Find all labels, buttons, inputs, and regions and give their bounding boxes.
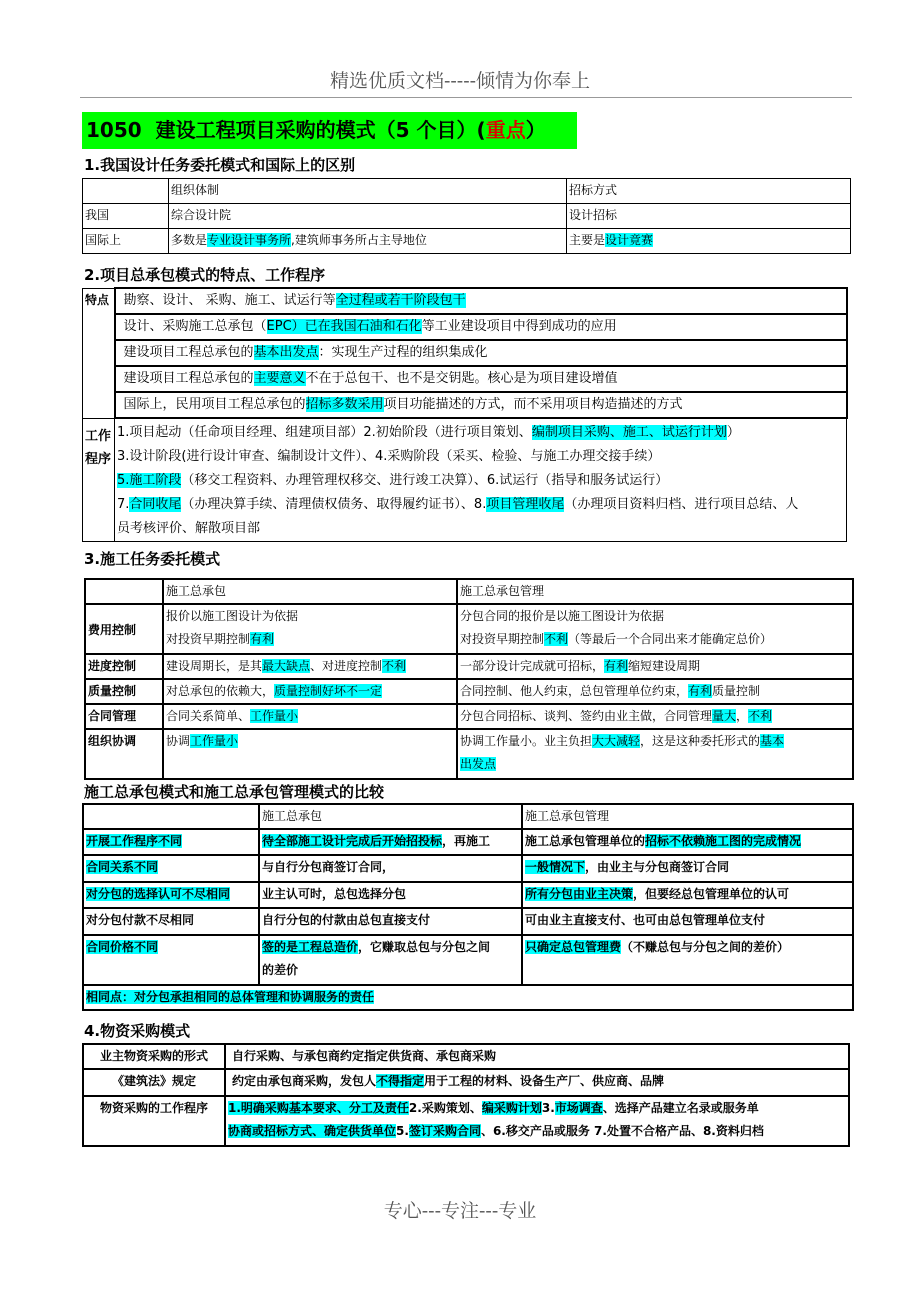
- s4-cell: 业主认可时，总包选择分包: [259, 882, 522, 908]
- proc-line: [117, 493, 844, 517]
- s3-cell: [163, 654, 457, 679]
- s1-col-org: 组织体制: [169, 179, 567, 204]
- highlight: 基本: [760, 734, 785, 748]
- s1-col-bid: 招标方式: [567, 179, 851, 204]
- highlight: 招标多数采用: [305, 397, 384, 412]
- s2-proc-label: [83, 418, 115, 542]
- table-row: [83, 985, 853, 1010]
- highlight: 不利: [748, 709, 773, 723]
- table-row: [83, 314, 847, 340]
- s3-cell: [163, 604, 457, 654]
- s3-cell: [457, 604, 853, 654]
- s4-heading: 施工总承包模式和施工总承包管理模式的比较: [84, 783, 385, 801]
- s3-cell: [163, 704, 457, 729]
- s5-table: [82, 1043, 850, 1147]
- highlight: 有利: [604, 659, 629, 673]
- s3-cell: [457, 679, 853, 704]
- table-row: [83, 392, 847, 418]
- header-divider: [80, 97, 852, 98]
- highlight: 不利: [544, 632, 569, 646]
- proc-line: 员考核评价、解散项目部: [117, 521, 261, 536]
- highlight: 合同关系不同: [86, 860, 159, 874]
- highlight: 工作量小: [250, 709, 299, 723]
- section-title: [82, 112, 577, 149]
- table-row: [83, 229, 851, 254]
- table-row: [83, 418, 847, 542]
- s5-cell: 自行采购、与承包商约定指定供货商、承包商采购: [225, 1044, 849, 1069]
- highlight: 一般情况下: [525, 860, 586, 874]
- s2-table: [82, 287, 848, 542]
- text: ，由业主与分包商签订合同: [585, 860, 730, 874]
- s4-cell: 与自行分包商签订合同，: [259, 855, 522, 882]
- text: 建设周期长，是其: [166, 659, 263, 673]
- table-row: [85, 729, 853, 779]
- highlight: 专业设计事务所: [207, 233, 292, 247]
- s3-cell: [457, 704, 853, 729]
- s1-cell: [567, 229, 851, 254]
- highlight: 工作量小: [190, 734, 239, 748]
- text: 5.: [396, 1124, 409, 1138]
- highlight: 编采购计划: [481, 1101, 542, 1115]
- highlight: 全过程或若干阶段包干: [335, 293, 466, 308]
- s2-proc-cell: [115, 418, 847, 542]
- cell-line: [262, 936, 519, 959]
- s3-row-label: 组织协调: [85, 729, 163, 779]
- text: 用于工程的材料、设备生产厂、供应商、品牌: [424, 1074, 665, 1088]
- text: ，但要经总包管理单位的认可: [633, 887, 790, 901]
- text: 对总承包的依赖大，: [166, 684, 275, 698]
- text: 、选择产品建立名录或服务单: [602, 1101, 759, 1115]
- highlight: 市场调查: [554, 1101, 603, 1115]
- text: 项目功能描述的方式，而不采用项目构造描述的方式: [383, 397, 683, 412]
- s4-table: [82, 803, 854, 1011]
- text: 分包合同的报价是以施工图设计为依据: [460, 609, 665, 623]
- s5-row-label: 业主物资采购的形式: [83, 1044, 225, 1069]
- highlight: 5.施工阶段: [117, 473, 182, 488]
- text: 不在于总包干、也不是交钥匙。核心是为项目建设增值: [305, 371, 618, 386]
- s3-col-a: 施工总承包: [163, 579, 457, 604]
- text: 国际上，民用项目工程总承包的: [123, 397, 306, 412]
- text: （等最后一个合同出来才能确定总价）: [568, 632, 773, 646]
- text: 分包合同招标、谈判、签约由业主做，合同管理: [460, 709, 713, 723]
- table-row: [83, 882, 853, 908]
- s5-row-label: 《建筑法》规定: [83, 1069, 225, 1096]
- s5-heading: 4.物资采购模式: [84, 1022, 191, 1040]
- table-row: [83, 1096, 849, 1146]
- cell-line: [228, 1120, 846, 1143]
- highlight: 量大: [712, 709, 737, 723]
- s4-row-label: [83, 882, 259, 908]
- text: 设计、采购施工总承包（: [123, 319, 267, 334]
- text: 勘察、设计、 采购、施工、试运行等: [123, 293, 336, 308]
- highlight: 协商或招标方式、确定供货单位: [228, 1124, 397, 1138]
- s5-cell: [225, 1069, 849, 1096]
- text: 的差价: [262, 963, 299, 977]
- s3-cell: [163, 679, 457, 704]
- highlight: 签的是工程总造价: [262, 940, 359, 954]
- text: 程序: [85, 451, 112, 467]
- cell-line: [228, 1097, 846, 1120]
- proc-line: [117, 469, 844, 493]
- table-row: [83, 855, 853, 882]
- s1-cell: 设计招标: [567, 204, 851, 229]
- s4-same-row: [83, 985, 853, 1010]
- highlight: 质量控制好坏不一定: [274, 684, 383, 698]
- page-header: 精选优质文档-----倾情为你奉上: [329, 70, 591, 92]
- highlight: 对分包的选择认可不尽相同: [86, 887, 231, 901]
- text: （移交工程资料、办理管理权移交、进行竣工决算）、6.试运行（指导和服务试运行）: [181, 473, 669, 488]
- text: ,建筑师事务所占主导地位: [291, 233, 427, 247]
- s3-col-b: 施工总承包管理: [457, 579, 853, 604]
- highlight: 有利: [688, 684, 713, 698]
- table-row: [83, 935, 853, 985]
- table-row: [83, 366, 847, 392]
- cell-line: [460, 730, 850, 753]
- highlight: 设计竟赛: [605, 233, 654, 247]
- s4-cell: 自行分包的付款由总包直接支付: [259, 908, 522, 935]
- text: 施工总承包管理单位的: [525, 834, 646, 848]
- highlight: 不利: [382, 659, 407, 673]
- s3-row-label: 质量控制: [85, 679, 163, 704]
- highlight: 开展工作程序不同: [86, 834, 183, 848]
- table-row: [83, 288, 847, 314]
- text: 3.: [541, 1101, 555, 1115]
- highlight: 只确定总包管理费: [525, 940, 622, 954]
- text: 工作: [85, 428, 112, 444]
- page-footer: 专心---专注---专业: [383, 1200, 537, 1222]
- text: （办理项目资料归档、进行项目总结、人: [564, 497, 799, 512]
- s3-row-label: 费用控制: [85, 604, 163, 654]
- feature-item: [115, 340, 847, 366]
- s4-cell: [522, 829, 853, 855]
- cell-line: [460, 753, 850, 776]
- highlight: 项目管理收尾: [486, 497, 565, 512]
- s3-cell: [163, 729, 457, 779]
- highlight: 出发点: [460, 757, 497, 771]
- cell-line: [460, 628, 850, 651]
- s3-cell: [457, 729, 853, 779]
- s5-cell: [225, 1096, 849, 1146]
- s4-row-label: [83, 855, 259, 882]
- s1-cell: [169, 229, 567, 254]
- s3-cell: [457, 654, 853, 679]
- s1-cell: 综合设计院: [169, 204, 567, 229]
- proc-line: 3.设计阶段(进行设计审查、编制设计文件）、4.采购阶段（采买、检验、与施工办理交接手续）: [117, 449, 661, 464]
- s4-col-b: 施工总承包管理: [522, 804, 853, 829]
- table-row: [85, 579, 853, 604]
- text: 建设项目工程总承包的: [123, 345, 254, 360]
- s1-table: [82, 178, 851, 254]
- table-row: [85, 654, 853, 679]
- text: 2.采购策划、: [408, 1101, 482, 1115]
- table-row: [83, 804, 853, 829]
- text: 对投资早期控制: [166, 632, 251, 646]
- highlight: 1.明确采购基本要求、分工及责任: [228, 1101, 409, 1115]
- title-end: ）: [525, 118, 546, 142]
- highlight: 所有分包由业主决策: [525, 887, 634, 901]
- text: 质量控制: [712, 684, 761, 698]
- highlight: 签订采购合同: [408, 1124, 481, 1138]
- s4-cell: [522, 882, 853, 908]
- cell-line: [166, 628, 454, 651]
- highlight: 合同收尾: [129, 497, 182, 512]
- text: 报价以施工图设计为依据: [166, 609, 299, 623]
- text: ，它赚取总包与分包之间: [358, 940, 491, 954]
- highlight: 最大缺点: [262, 659, 311, 673]
- text: 合同控制、他人约束，总包管理单位约束，: [460, 684, 689, 698]
- title-code: 1050: [86, 118, 142, 142]
- proc-line: [117, 421, 844, 445]
- table-row: [85, 679, 853, 704]
- text: 等工业建设项目中得到成功的应用: [421, 319, 617, 334]
- text: 、6.移交产品或服务 7.处置不合格产品、8.资料归档: [480, 1124, 764, 1138]
- s4-corner-cell: [83, 804, 259, 829]
- s3-row-label: 合同管理: [85, 704, 163, 729]
- highlight: 基本出发点: [253, 345, 319, 360]
- text: ，再施工: [442, 834, 491, 848]
- s3-row-label: 进度控制: [85, 654, 163, 679]
- s4-cell: [522, 935, 853, 985]
- title-key-emphasis: 重点: [485, 118, 526, 142]
- text: 协调工作量小。业主负担: [460, 734, 593, 748]
- title-text: 建设工程项目采购的模式（5 个目）(: [155, 118, 486, 142]
- table-row: [83, 1044, 849, 1069]
- s3-heading: 3.施工任务委托模式: [84, 550, 221, 568]
- text: 主要是: [569, 233, 606, 247]
- feature-item: [115, 314, 847, 340]
- highlight: 待全部施工设计完成后开始招投标: [262, 834, 443, 848]
- highlight: 合同价格不同: [86, 940, 159, 954]
- highlight: 相同点：对分包承担相同的总体管理和协调服务的责任: [86, 990, 375, 1004]
- text: 、对进度控制: [310, 659, 383, 673]
- text: 合同关系简单、: [166, 709, 251, 723]
- s1-row-label: 我国: [83, 204, 169, 229]
- text: 协调: [166, 734, 191, 748]
- text: 1.项目起动（任命项目经理、组建项目部）2.初始阶段（进行项目策划、: [117, 425, 532, 440]
- table-row: [83, 179, 851, 204]
- s2-feat-label: 特点: [83, 288, 115, 418]
- s1-heading: 1.我国设计任务委托模式和国际上的区别: [84, 156, 356, 174]
- table-row: [83, 908, 853, 935]
- highlight: 编制项目采购、施工、试运行计划: [531, 425, 727, 440]
- feature-item: [115, 366, 847, 392]
- s4-row-label: [83, 829, 259, 855]
- s1-row-label: 国际上: [83, 229, 169, 254]
- s5-row-label: 物资采购的工作程序: [83, 1096, 225, 1146]
- text: ，: [736, 709, 749, 723]
- text: ）: [726, 425, 740, 440]
- s4-cell: [522, 855, 853, 882]
- highlight: 不得指定: [376, 1074, 425, 1088]
- s3-table: [84, 578, 854, 780]
- s1-corner-cell: [83, 179, 169, 204]
- table-row: [85, 704, 853, 729]
- highlight: 主要意义: [253, 371, 306, 386]
- s4-cell: [259, 829, 522, 855]
- highlight: 招标不依赖施工图的完成情况: [645, 834, 802, 848]
- table-row: [83, 340, 847, 366]
- text: （不赚总包与分包之间的差价）: [621, 940, 790, 954]
- table-row: [85, 604, 853, 654]
- text: 对投资早期控制: [460, 632, 545, 646]
- text: 约定由承包商采购，发包人: [232, 1074, 377, 1088]
- feature-item: [115, 288, 847, 314]
- text: 建设项目工程总承包的: [123, 371, 254, 386]
- s2-heading: 2.项目总承包模式的特点、工作程序: [84, 266, 326, 284]
- highlight: 有利: [250, 632, 275, 646]
- text: ：实现生产过程的组织集成化: [318, 345, 488, 360]
- text: 多数是: [171, 233, 208, 247]
- table-row: [83, 1069, 849, 1096]
- text: （办理决算手续、清理债权债务、取得履约证书）、8.: [181, 497, 487, 512]
- table-row: [83, 829, 853, 855]
- s4-row-label: 对分包付款不尽相同: [83, 908, 259, 935]
- table-row: [83, 204, 851, 229]
- text: ，这是这种委托形式的: [640, 734, 761, 748]
- text: 7.: [117, 497, 130, 512]
- s4-cell: 可由业主直接支付、也可由总包管理单位支付: [522, 908, 853, 935]
- s4-cell: [259, 935, 522, 985]
- s4-col-a: 施工总承包: [259, 804, 522, 829]
- text: 缩短建设周期: [628, 659, 701, 673]
- s4-row-label: [83, 935, 259, 985]
- text: 一部分设计完成就可招标，: [460, 659, 605, 673]
- highlight: EPC）已在我国石油和石化: [266, 319, 422, 334]
- highlight: 大大减轻: [592, 734, 641, 748]
- feature-item: [115, 392, 847, 418]
- s3-corner-cell: [85, 579, 163, 604]
